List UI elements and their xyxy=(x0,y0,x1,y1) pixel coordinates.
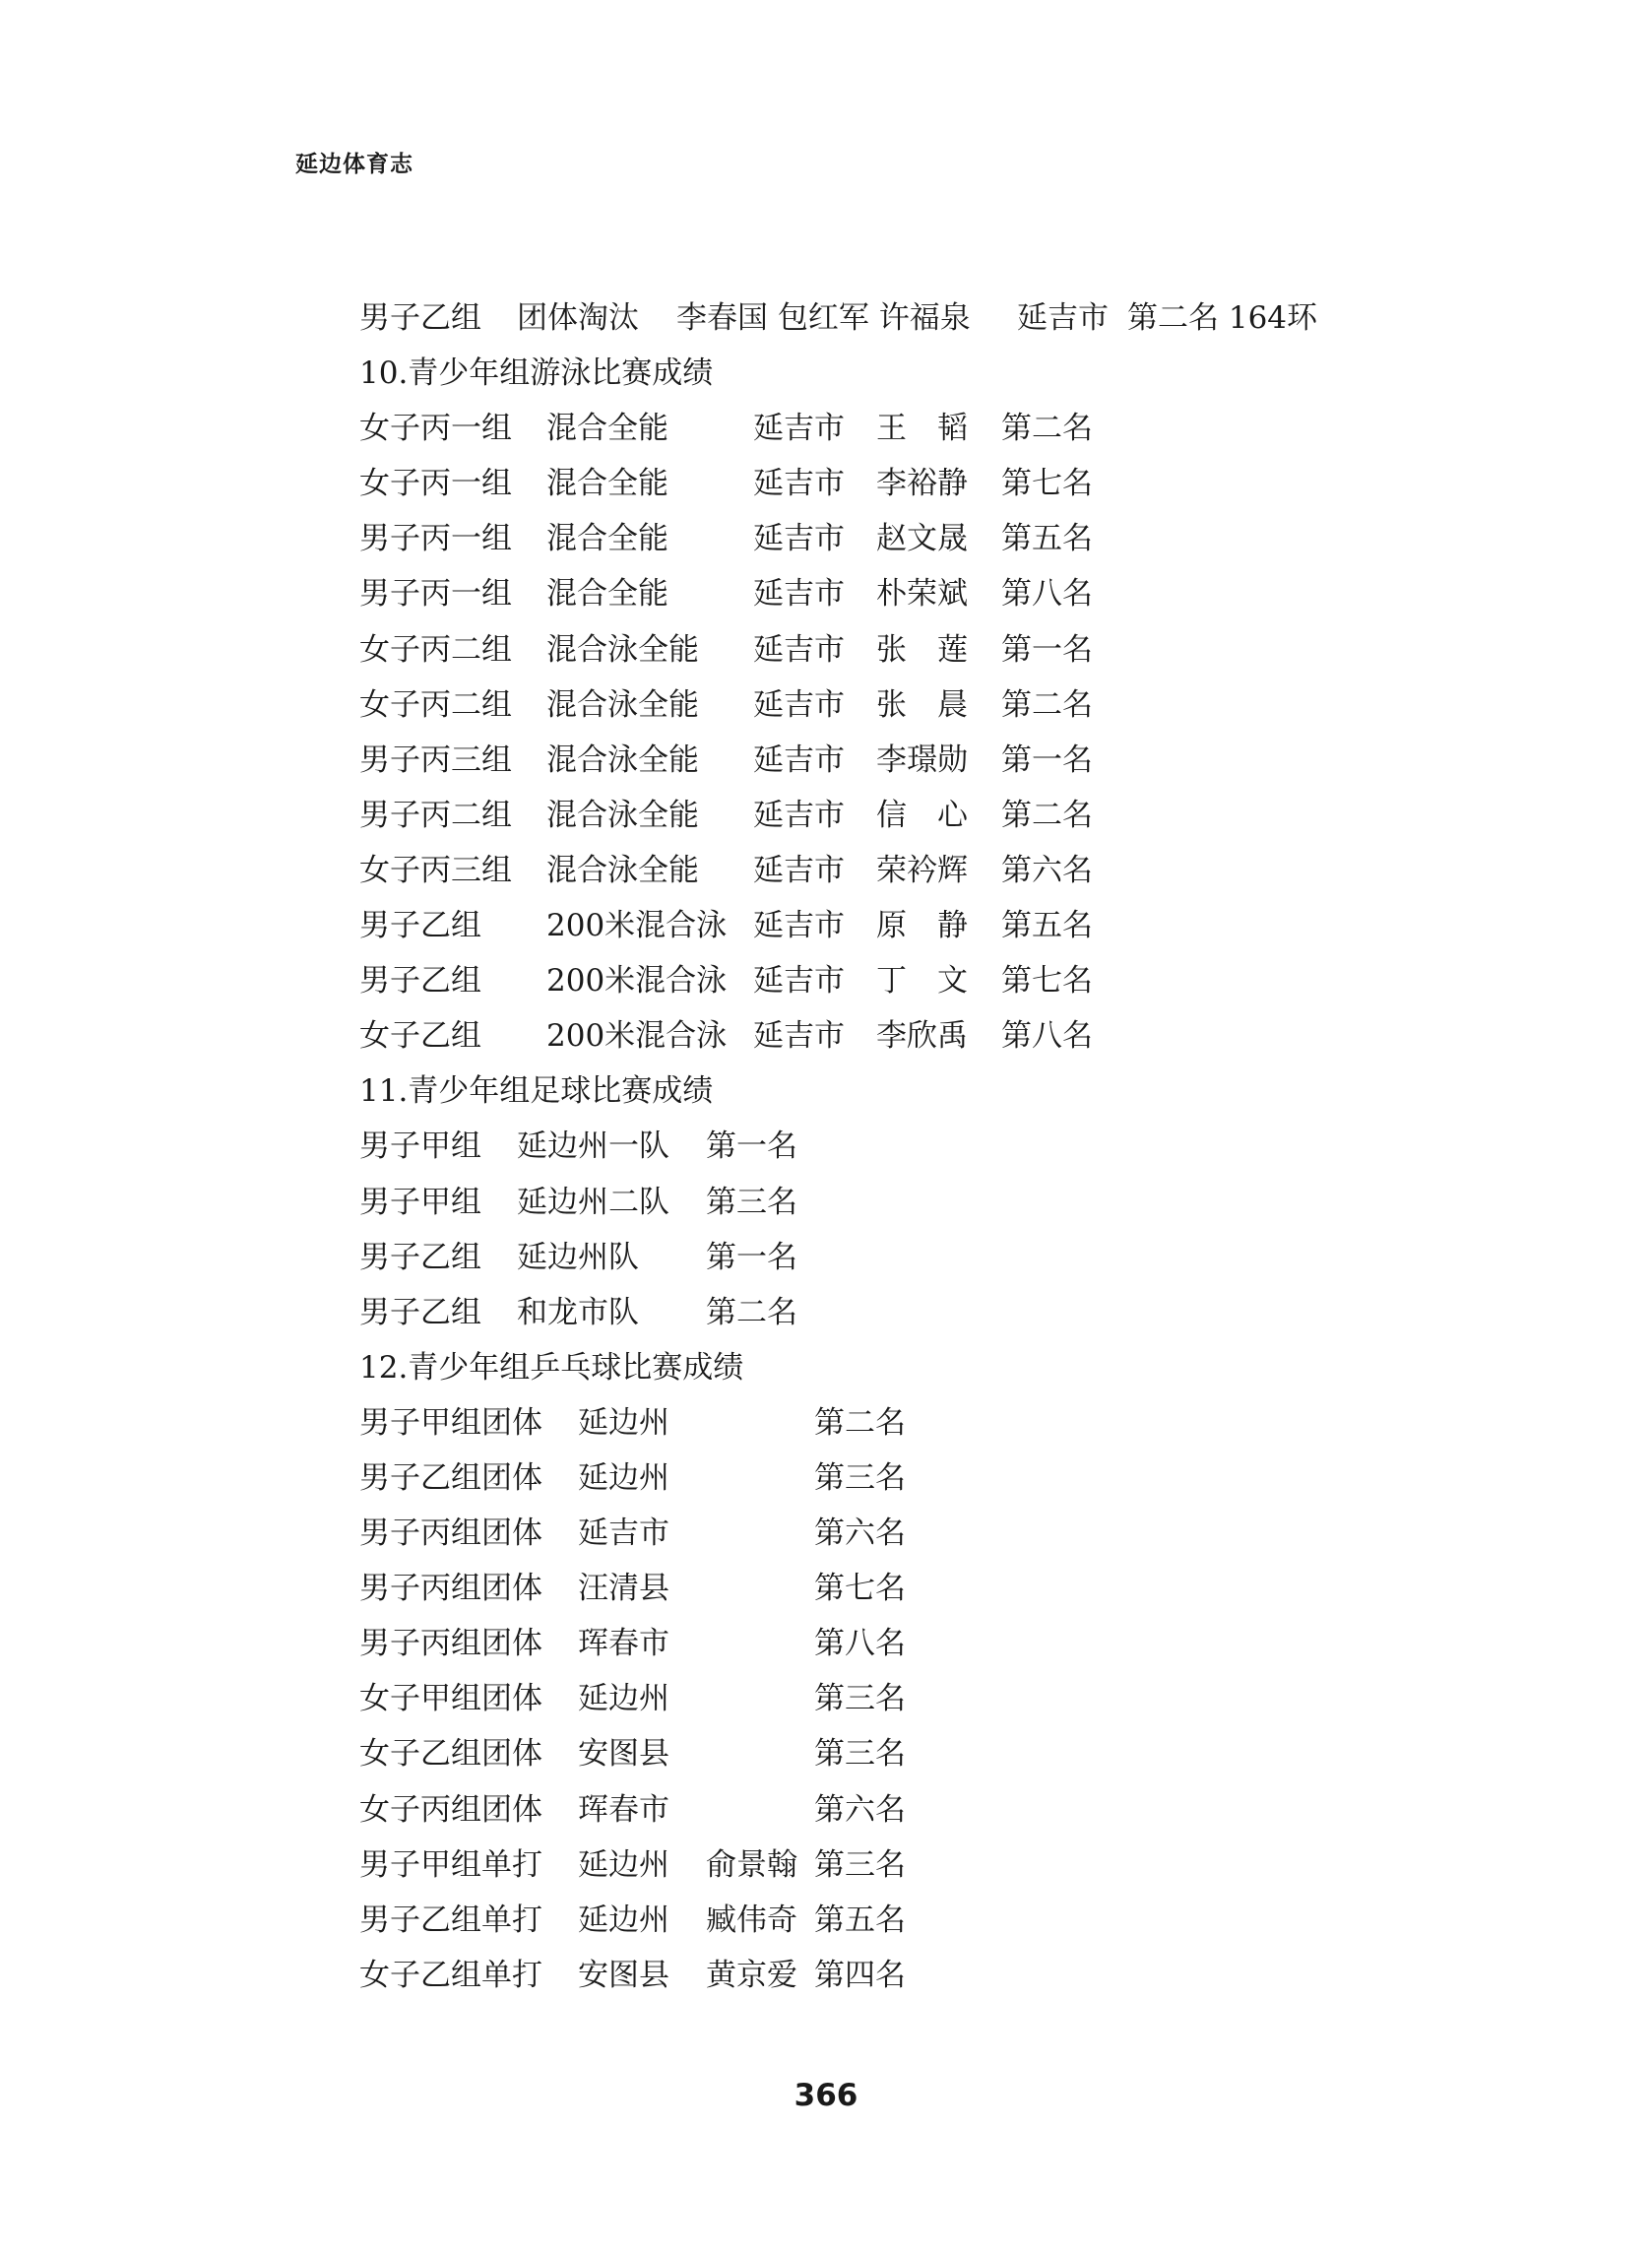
group-cell: 男子乙组 xyxy=(359,1294,481,1330)
event-cell: 混合全能 xyxy=(546,521,668,557)
event-cell: 男子甲组团体 xyxy=(359,1404,542,1441)
unit-cell: 延边州 xyxy=(578,1404,669,1441)
result-row xyxy=(359,1893,1423,1948)
team-cell: 延边州队 xyxy=(517,1239,639,1275)
unit-cell: 延吉市 xyxy=(753,797,845,833)
result-row xyxy=(359,1506,1423,1561)
group-cell: 女子丙一组 xyxy=(359,466,512,502)
result-row xyxy=(359,1285,1423,1340)
results-list xyxy=(359,290,1423,2003)
rank-cell: 第三名 xyxy=(706,1184,797,1220)
rank-cell: 第七名 xyxy=(1001,466,1093,502)
event-cell: 女子乙组单打 xyxy=(359,1957,542,1993)
event-cell: 混合全能 xyxy=(546,411,668,447)
group-cell: 男子丙一组 xyxy=(359,576,512,613)
event-cell: 女子丙组团体 xyxy=(359,1791,542,1828)
event-cell: 男子丙组团体 xyxy=(359,1571,542,1607)
event-cell: 男子丙组团体 xyxy=(359,1626,542,1662)
rank-cell: 第七名 xyxy=(814,1571,906,1607)
result-row xyxy=(359,953,1423,1008)
group-cell: 女子丙二组 xyxy=(359,631,512,668)
rank-cell: 第三名 xyxy=(814,1681,906,1717)
result-row xyxy=(359,1008,1423,1064)
unit-cell: 延吉市 xyxy=(753,686,845,723)
unit-cell: 延边州 xyxy=(578,1846,669,1883)
unit-cell: 珲春市 xyxy=(578,1626,669,1662)
event-cell: 混合全能 xyxy=(546,576,668,613)
result-row xyxy=(359,511,1423,566)
rank-cell: 第二名 xyxy=(814,1404,906,1441)
athlete-cell: 荣衿辉 xyxy=(876,852,968,888)
result-row xyxy=(359,566,1423,621)
result-row xyxy=(359,1451,1423,1506)
result-cell: 第二名 164环 xyxy=(1127,300,1318,336)
rank-cell: 第一名 xyxy=(706,1239,797,1275)
rank-cell: 第一名 xyxy=(1001,742,1093,778)
team-cell: 延边州一队 xyxy=(517,1128,669,1165)
unit-cell: 延吉市 xyxy=(753,631,845,668)
rank-cell: 第二名 xyxy=(706,1294,797,1330)
rank-cell: 第五名 xyxy=(1001,908,1093,944)
group-cell: 男子乙组 xyxy=(359,1239,481,1275)
event-cell: 团体淘汰 xyxy=(517,300,639,336)
athlete-cell: 信 心 xyxy=(876,797,968,833)
team-cell: 延边州二队 xyxy=(517,1184,669,1220)
event-cell: 男子甲组单打 xyxy=(359,1846,542,1883)
group-cell: 女子丙一组 xyxy=(359,411,512,447)
group-cell: 男子丙一组 xyxy=(359,521,512,557)
athlete-cell: 李裕静 xyxy=(876,466,968,502)
event-cell: 女子甲组团体 xyxy=(359,1681,542,1717)
section-heading: 10.青少年组游泳比赛成绩 xyxy=(359,355,714,392)
unit-cell: 延吉市 xyxy=(753,742,845,778)
section-heading: 11.青少年组足球比赛成绩 xyxy=(359,1073,714,1110)
athlete-cell: 丁 文 xyxy=(876,963,968,1000)
result-row xyxy=(359,677,1423,733)
group-cell: 男子甲组 xyxy=(359,1184,481,1220)
unit-cell: 延吉市 xyxy=(753,908,845,944)
result-row xyxy=(359,1948,1423,2003)
result-row xyxy=(359,622,1423,677)
result-row xyxy=(359,1616,1423,1671)
rank-cell: 第二名 xyxy=(1001,411,1093,447)
unit-cell: 延吉市 xyxy=(753,576,845,613)
athlete-cell: 黄京爱 xyxy=(706,1957,797,1993)
event-cell: 混合泳全能 xyxy=(546,852,699,888)
unit-cell: 延吉市 xyxy=(753,963,845,1000)
athletes-cell: 李春国 包红军 许福泉 xyxy=(676,300,971,336)
athlete-cell: 赵文晟 xyxy=(876,521,968,557)
rank-cell: 第六名 xyxy=(814,1515,906,1552)
result-row xyxy=(359,1726,1423,1781)
page-number: 366 xyxy=(794,2078,858,2113)
unit-cell: 延吉市 xyxy=(1017,300,1109,336)
unit-cell: 延边州 xyxy=(578,1681,669,1717)
group-cell: 男子乙组 xyxy=(359,963,481,1000)
rank-cell: 第六名 xyxy=(1001,852,1093,888)
unit-cell: 延吉市 xyxy=(753,521,845,557)
rank-cell: 第五名 xyxy=(1001,521,1093,557)
group-cell: 男子丙三组 xyxy=(359,742,512,778)
rank-cell: 第一名 xyxy=(1001,631,1093,668)
event-cell: 女子乙组团体 xyxy=(359,1736,542,1773)
result-row xyxy=(359,1838,1423,1893)
rank-cell: 第八名 xyxy=(1001,1018,1093,1055)
result-row xyxy=(359,1175,1423,1230)
athlete-cell: 原 静 xyxy=(876,908,968,944)
event-cell: 混合泳全能 xyxy=(546,742,699,778)
group-cell: 女子丙三组 xyxy=(359,852,512,888)
rank-cell: 第四名 xyxy=(814,1957,906,1993)
rank-cell: 第二名 xyxy=(1001,797,1093,833)
event-cell: 男子乙组团体 xyxy=(359,1459,542,1496)
event-cell: 200米混合泳 xyxy=(546,963,728,1000)
event-cell: 混合泳全能 xyxy=(546,631,699,668)
rank-cell: 第一名 xyxy=(706,1128,797,1165)
unit-cell: 安图县 xyxy=(578,1736,669,1773)
rank-cell: 第五名 xyxy=(814,1902,906,1938)
group-cell: 男子甲组 xyxy=(359,1128,481,1165)
athlete-cell: 李欣禹 xyxy=(876,1018,968,1055)
result-row xyxy=(359,788,1423,843)
result-row xyxy=(359,1395,1423,1451)
unit-cell: 延吉市 xyxy=(753,411,845,447)
result-row xyxy=(359,401,1423,456)
athlete-cell: 张 莲 xyxy=(876,631,968,668)
event-cell: 混合全能 xyxy=(546,466,668,502)
event-cell: 男子丙组团体 xyxy=(359,1515,542,1552)
event-cell: 男子乙组单打 xyxy=(359,1902,542,1938)
result-row xyxy=(359,1119,1423,1174)
team-cell: 和龙市队 xyxy=(517,1294,639,1330)
rank-cell: 第二名 xyxy=(1001,686,1093,723)
unit-cell: 珲春市 xyxy=(578,1791,669,1828)
athlete-cell: 朴荣斌 xyxy=(876,576,968,613)
unit-cell: 安图县 xyxy=(578,1957,669,1993)
result-row-archery-team xyxy=(359,290,1423,346)
result-row xyxy=(359,898,1423,953)
rank-cell: 第八名 xyxy=(1001,576,1093,613)
rank-cell: 第七名 xyxy=(1001,963,1093,1000)
unit-cell: 延吉市 xyxy=(753,852,845,888)
athlete-cell: 臧伟奇 xyxy=(706,1902,797,1938)
rank-cell: 第六名 xyxy=(814,1791,906,1828)
result-row xyxy=(359,1230,1423,1285)
rank-cell: 第三名 xyxy=(814,1846,906,1883)
event-cell: 混合泳全能 xyxy=(546,797,699,833)
group-cell: 男子乙组 xyxy=(359,300,481,336)
result-row xyxy=(359,843,1423,898)
athlete-cell: 张 晨 xyxy=(876,686,968,723)
group-cell: 男子乙组 xyxy=(359,908,481,944)
result-row xyxy=(359,1561,1423,1616)
rank-cell: 第三名 xyxy=(814,1736,906,1773)
result-row xyxy=(359,456,1423,511)
event-cell: 200米混合泳 xyxy=(546,908,728,944)
event-cell: 混合泳全能 xyxy=(546,686,699,723)
unit-cell: 汪清县 xyxy=(578,1571,669,1607)
rank-cell: 第三名 xyxy=(814,1459,906,1496)
group-cell: 女子丙二组 xyxy=(359,686,512,723)
unit-cell: 延吉市 xyxy=(753,466,845,502)
athlete-cell: 李璟勋 xyxy=(876,742,968,778)
group-cell: 男子丙二组 xyxy=(359,797,512,833)
unit-cell: 延边州 xyxy=(578,1459,669,1496)
result-row xyxy=(359,733,1423,788)
running-header: 延边体育志 xyxy=(295,152,413,177)
unit-cell: 延边州 xyxy=(578,1902,669,1938)
group-cell: 女子乙组 xyxy=(359,1018,481,1055)
unit-cell: 延吉市 xyxy=(578,1515,669,1552)
rank-cell: 第八名 xyxy=(814,1626,906,1662)
event-cell: 200米混合泳 xyxy=(546,1018,728,1055)
result-row xyxy=(359,1671,1423,1726)
unit-cell: 延吉市 xyxy=(753,1018,845,1055)
section-heading: 12.青少年组乒乓球比赛成绩 xyxy=(359,1349,744,1386)
athlete-cell: 王 韬 xyxy=(876,411,968,447)
result-row xyxy=(359,1782,1423,1838)
sections-container xyxy=(359,346,1423,2003)
athlete-cell: 俞景翰 xyxy=(706,1846,797,1883)
